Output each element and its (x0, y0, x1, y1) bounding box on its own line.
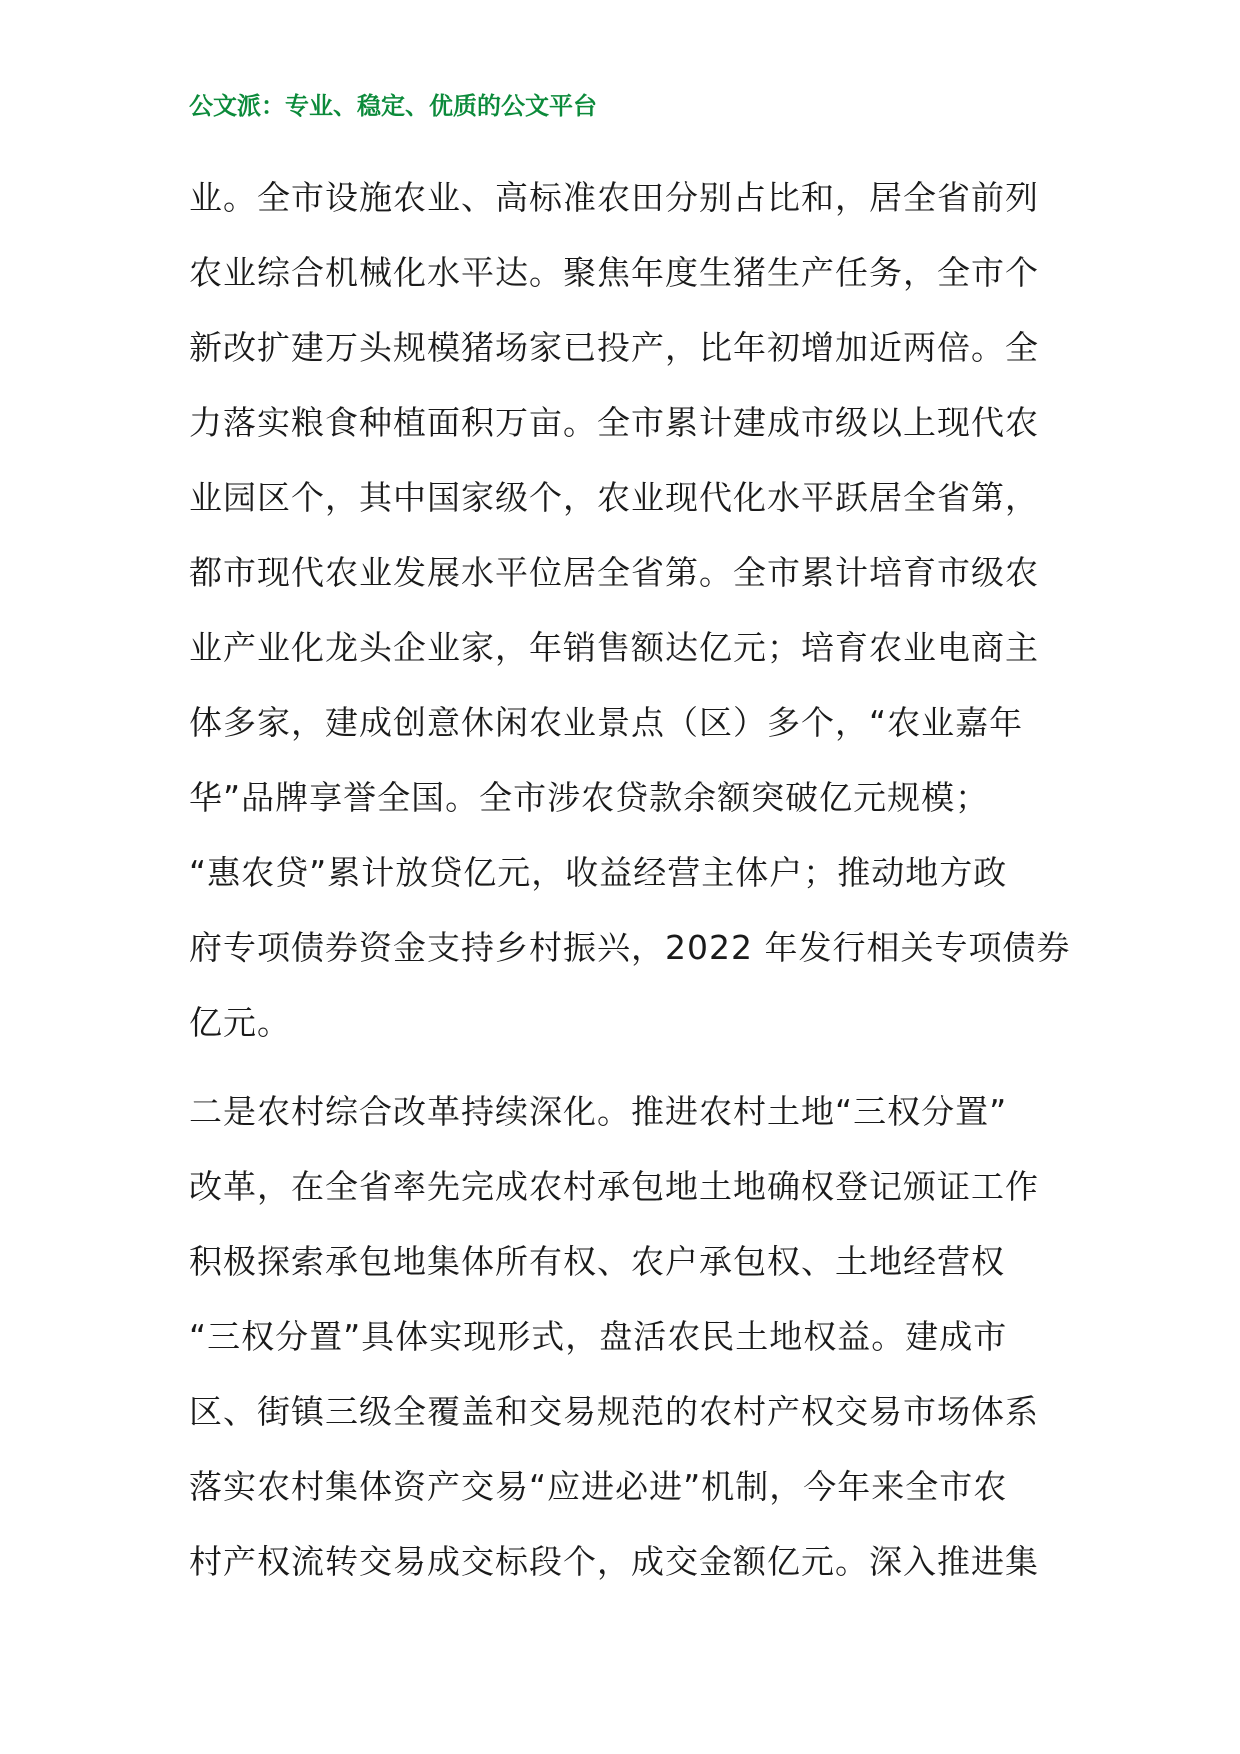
text-line: 力落实粮食种植面积万亩。全市累计建成市级以上现代农 (189, 403, 1039, 442)
text-line: 业产业化龙头企业家，年销售额达亿元；培育农业电商主 (189, 628, 1039, 667)
paragraph-gap (189, 1070, 1069, 1084)
text-line: 落实农村集体资产交易“应进必进”机制，今年来全市农 (189, 1467, 1008, 1506)
text-line: 二是农村综合改革持续深化。推进农村土地“三权分置” (189, 1092, 1008, 1131)
text-line: 都市现代农业发展水平位居全省第。全市累计培育市级农 (189, 553, 1039, 592)
text-line: 体多家，建成创意休闲农业景点（区）多个，“农业嘉年 (189, 703, 1024, 742)
text-line: 业园区个，其中国家级个，农业现代化水平跃居全省第， (189, 478, 1039, 517)
text-line: “惠农贷”累计放贷亿元，收益经营主体户；推动地方政 (189, 853, 1008, 892)
text-line: 亿元。 (189, 1003, 291, 1042)
text-line: 积极探索承包地集体所有权、农户承包权、土地经营权 (189, 1242, 1005, 1281)
text-line: 区、街镇三级全覆盖和交易规范的农村产权交易市场体系 (189, 1392, 1039, 1431)
text-line: 新改扩建万头规模猪场家已投产，比年初增加近两倍。全 (189, 328, 1039, 367)
text-line: 华”品牌享誉全国。全市涉农贷款余额突破亿元规模； (189, 778, 990, 817)
body-text (189, 170, 1069, 1609)
text-line: 府专项债券资金支持乡村振兴，2022 年发行相关专项债券 (189, 928, 1071, 967)
header-title: 公文派：专业、稳定、优质的公文平台 (189, 92, 597, 120)
text-line: “三权分置”具体实现形式，盘活农民土地权益。建成市 (189, 1317, 1008, 1356)
text-line: 业。全市设施农业、高标准农田分别占比和，居全省前列 (189, 178, 1039, 217)
paragraph-1 (189, 170, 1069, 1070)
paragraph-2 (189, 1084, 1069, 1609)
text-line: 村产权流转交易成交标段个，成交金额亿元。深入推进集 (189, 1542, 1039, 1581)
text-line: 农业综合机械化水平达。聚焦年度生猪生产任务，全市个 (189, 253, 1039, 292)
text-line: 改革，在全省率先完成农村承包地土地确权登记颁证工作 (189, 1167, 1039, 1206)
